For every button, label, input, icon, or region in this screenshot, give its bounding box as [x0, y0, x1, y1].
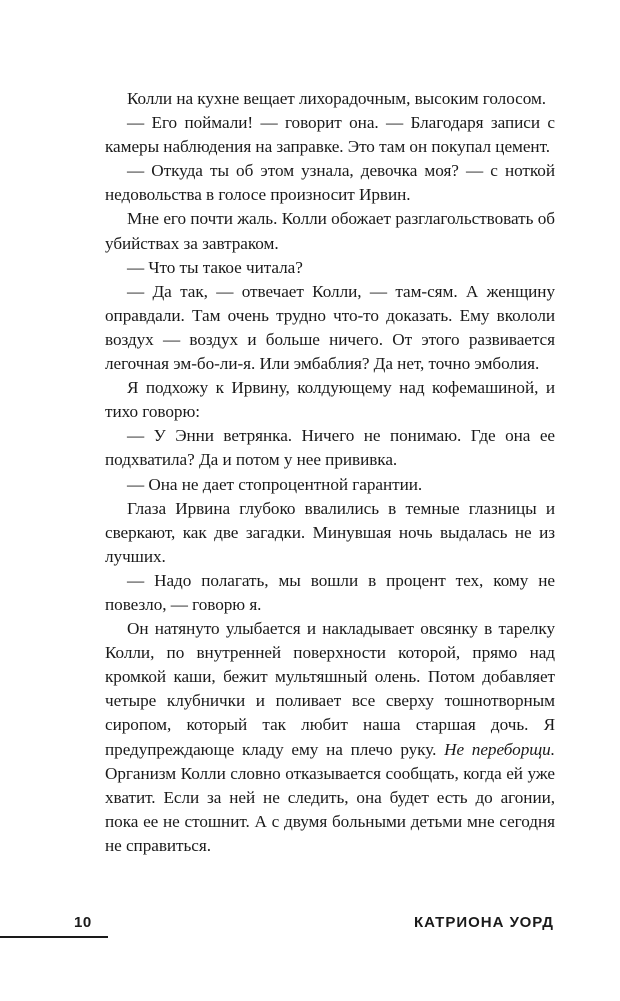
italic-phrase: Не переборщи. [444, 739, 555, 759]
paragraph: — Надо полагать, мы вошли в процент тех, кому не повезло, — говорю я. [105, 570, 555, 614]
paragraph: — Откуда ты об этом узнала, девочка моя? — с ноткой недовольства в голосе произносит Ирвин. [105, 161, 555, 205]
paragraph: Колли на кухне вещает лихорадочным, высоким голосом. [127, 89, 547, 108]
paragraph: Мне его почти жаль. Колли обожает разглагольствовать об убийствах за завтраком. [105, 209, 555, 253]
running-header-author: КАТРИОНА УОРД [413, 914, 554, 931]
paragraph-last [105, 617, 555, 858]
paragraph: Глаза Ирвина глубоко ввалились в темные глазницы и сверкают, как две загадки. Минувшая ночь выдалась не из лучших. [105, 498, 555, 566]
paragraph: — Что ты такое читала? [127, 257, 303, 277]
paragraph-text: Организм Колли словно отказывается сообщать, когда ей уже хватит. Если за ней не следить, она будет есть до агонии, пока ее не стошнит. А с двумя больными детьми мне сегодня не справиться. [105, 763, 555, 855]
paragraph: — Она не дает стопроцентной гарантии. [127, 474, 423, 494]
paragraph: — Да так, — отвечает Колли, — там-сям. А женщину оправдали. Там очень трудно что-то доказать. Ему вкололи воздух — воздух и больше ничего. От этого развивается легочная эм-бо-ли-я. Или эмбаблия? Да нет, точно эмболия. [105, 281, 555, 374]
page-number: 10 [74, 914, 92, 931]
body-text [105, 87, 555, 858]
footer-rule [0, 936, 108, 938]
paragraph: — У Энни ветрянка. Ничего не понимаю. Где она ее подхватила? Да и потом у нее прививка. [105, 426, 555, 470]
paragraph: Я подхожу к Ирвину, колдующему над кофемашиной, и тихо говорю: [105, 378, 555, 422]
paragraph-text: Он натянуто улыбается и накладывает овсянку в тарелку Колли, по внутренней поверхности которой, прямо над кромкой каши, бежит мультяшный олень. Потом добавляет четыре клубнички и поливает все сверху тошнотворным сиропом, который так любит наша старшая дочь. Я предупреждающе кладу ему на плечо руку. [105, 619, 555, 759]
paragraph: — Его поймали! — говорит она. — Благодаря записи с камеры наблюдения на заправке. Это там он покупал цемент. [105, 113, 555, 157]
